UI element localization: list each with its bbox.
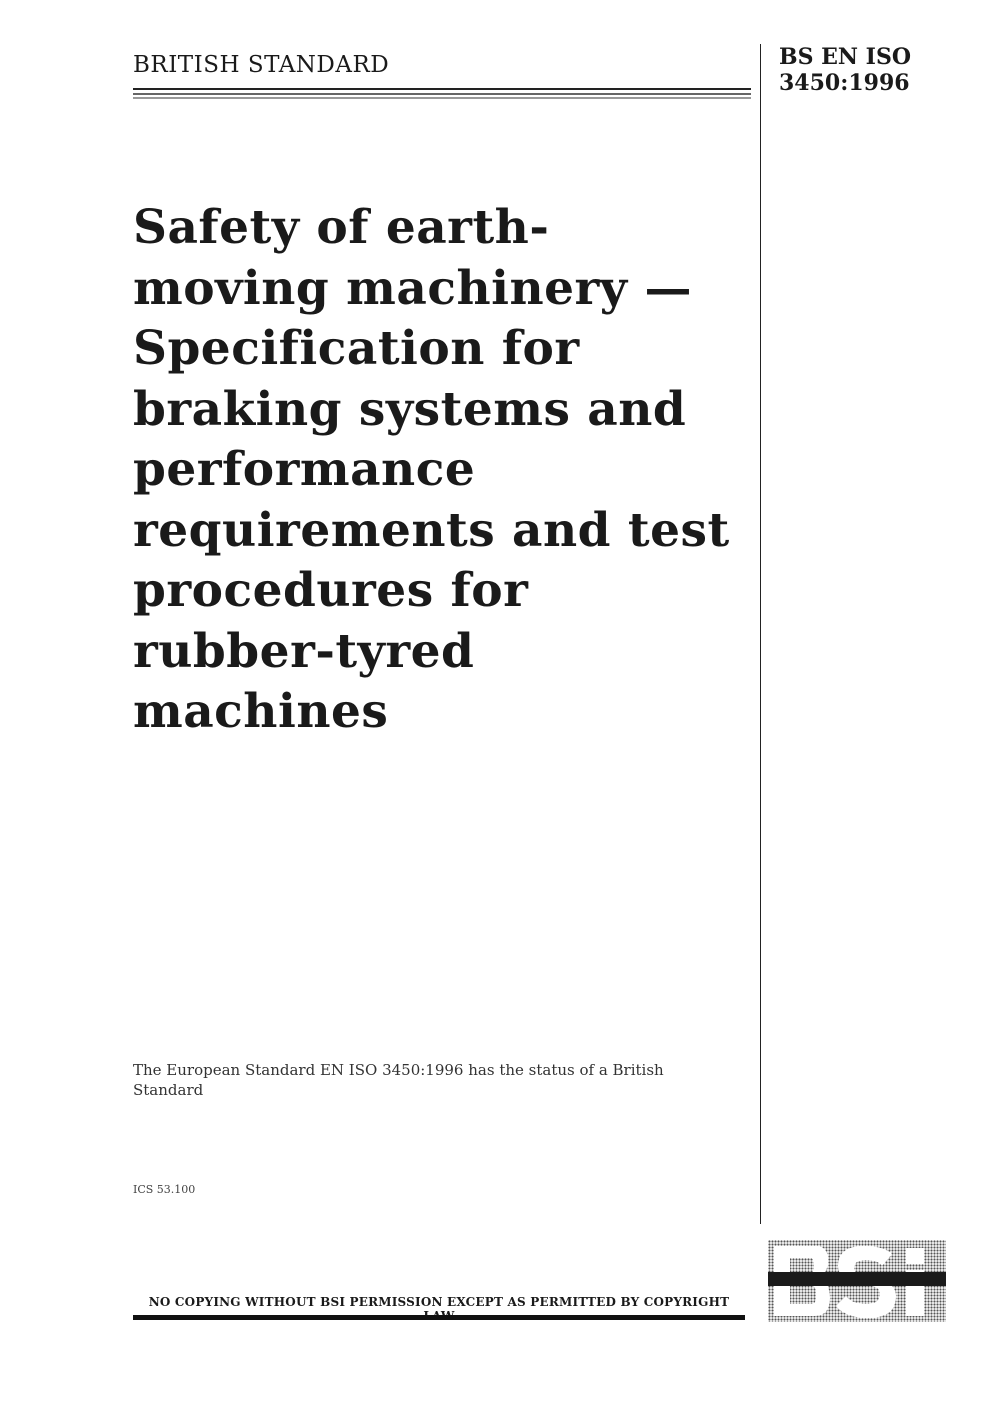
status-note: The European Standard EN ISO 3450:1996 has the status of a British Standard (133, 1061, 664, 1099)
header-rule (133, 93, 751, 95)
footer-rule (133, 1315, 745, 1320)
series-label: BRITISH STANDARD (133, 52, 390, 78)
header-rule (133, 88, 751, 90)
standard-number-line1: BS EN ISO (779, 44, 912, 70)
vertical-divider (760, 44, 761, 1224)
header-rule (133, 97, 751, 99)
standard-number-line2: 3450:1996 (779, 70, 910, 96)
copyright-notice: NO COPYING WITHOUT BSI PERMISSION EXCEPT AS PERMITTED BY COPYRIGHT (148, 1295, 730, 1309)
document-title: Safety of earth-moving machinery — Specification for braking systems and performance requirements and test procedures for rubber-tyred machines (133, 200, 730, 739)
ics-code: ICS 53.100 (133, 1183, 196, 1196)
bsi-logo (768, 1240, 946, 1322)
standard-number (779, 44, 911, 96)
